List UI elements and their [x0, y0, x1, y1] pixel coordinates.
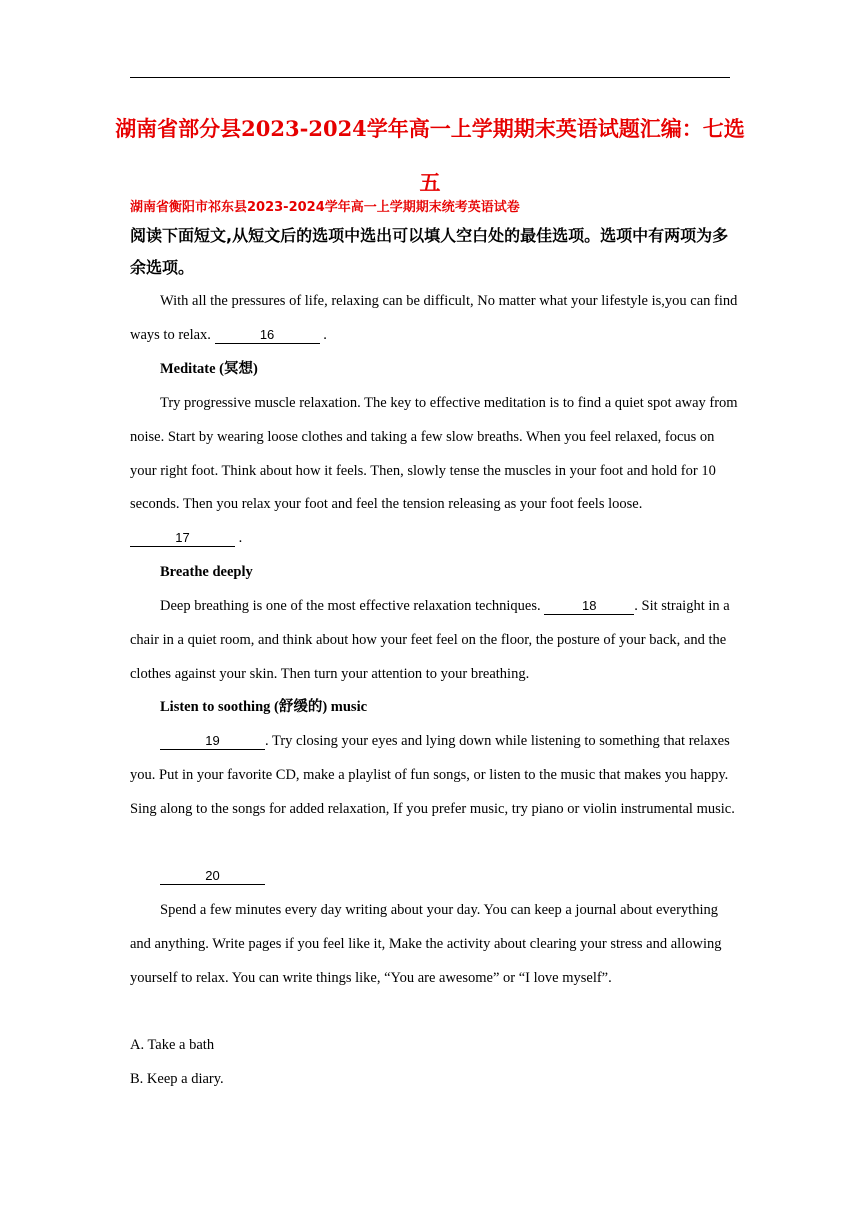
header-rule	[130, 77, 730, 78]
section-heading-music: Listen to soothing (舒缓的) music	[160, 699, 368, 715]
section-diary-text: Spend a few minutes every day writing about your day. You can keep a journal about everything and anything. Write pages if you feel like it, Make the activity about clearing your stress and allowing yourself to relax. You can write things like, “You are awesome” or “I love myself”.	[130, 902, 722, 986]
section-heading-blank-20	[160, 860, 265, 894]
section-meditate-paragraph	[130, 387, 740, 556]
section-diary-paragraph	[130, 894, 740, 995]
section-breathe-text-before: Deep breathing is one of the most effective relaxation techniques.	[160, 598, 541, 614]
section-meditate-text: Try progressive muscle relaxation. The key to effective meditation is to find a quiet spot away from noise. Start by wearing loose clothes and taking a few slow breaths. When you feel relaxed, focus on your right foot. Think about how it feels. Then, slowly tense the muscles in your foot and hold for 10 seconds. Then you relax your foot and feel the tension releasing as your foot feels loose.	[130, 395, 738, 513]
section-breathe-text-after: . Sit straight in a chair in a quiet room, and think about how your feet feel on the floor, the posture of your back, and the clothes against your skin. Then turn your attention to your breathing.	[130, 598, 730, 682]
document-title: 湖南省部分县2023-2024学年高一上学期期末英语试题汇编：七选五	[115, 116, 745, 195]
instructions: 阅读下面短文,从短文后的选项中选出可以填人空白处的最佳选项。选项中有两项为多余选项。	[130, 226, 729, 277]
document-subtitle: 湖南省衡阳市祁东县2023-2024学年高一上学期期末统考英语试卷	[130, 200, 520, 215]
blank-19: 19	[160, 733, 265, 750]
blank-16: 16	[215, 327, 320, 344]
blank-17: 17	[130, 530, 235, 547]
intro-end: .	[323, 326, 327, 343]
option-a: A. Take a bath	[130, 1037, 215, 1053]
option-b: B. Keep a diary.	[130, 1071, 224, 1087]
section-heading-meditate: Meditate (冥想)	[160, 361, 258, 377]
section-heading-breathe: Breathe deeply	[160, 564, 253, 580]
intro-text: With all the pressures of life, relaxing can be difficult, No matter what your lifestyle is,you can find ways to relax.	[130, 293, 738, 343]
section-breathe-paragraph	[130, 590, 740, 691]
section-music-text-after: . Try closing your eyes and lying down while listening to something that relaxes you. Put in your favorite CD, make a playlist of fun songs, or listen to the music that makes you happy. Sing along to the songs for added relaxation, If you prefer music, try piano or violin instrumental music.	[130, 733, 735, 817]
section-music-paragraph	[130, 725, 740, 826]
blank-18: 18	[544, 598, 634, 615]
intro-paragraph	[130, 285, 740, 353]
blank-20: 20	[160, 868, 265, 885]
section-meditate-end: .	[238, 530, 243, 547]
